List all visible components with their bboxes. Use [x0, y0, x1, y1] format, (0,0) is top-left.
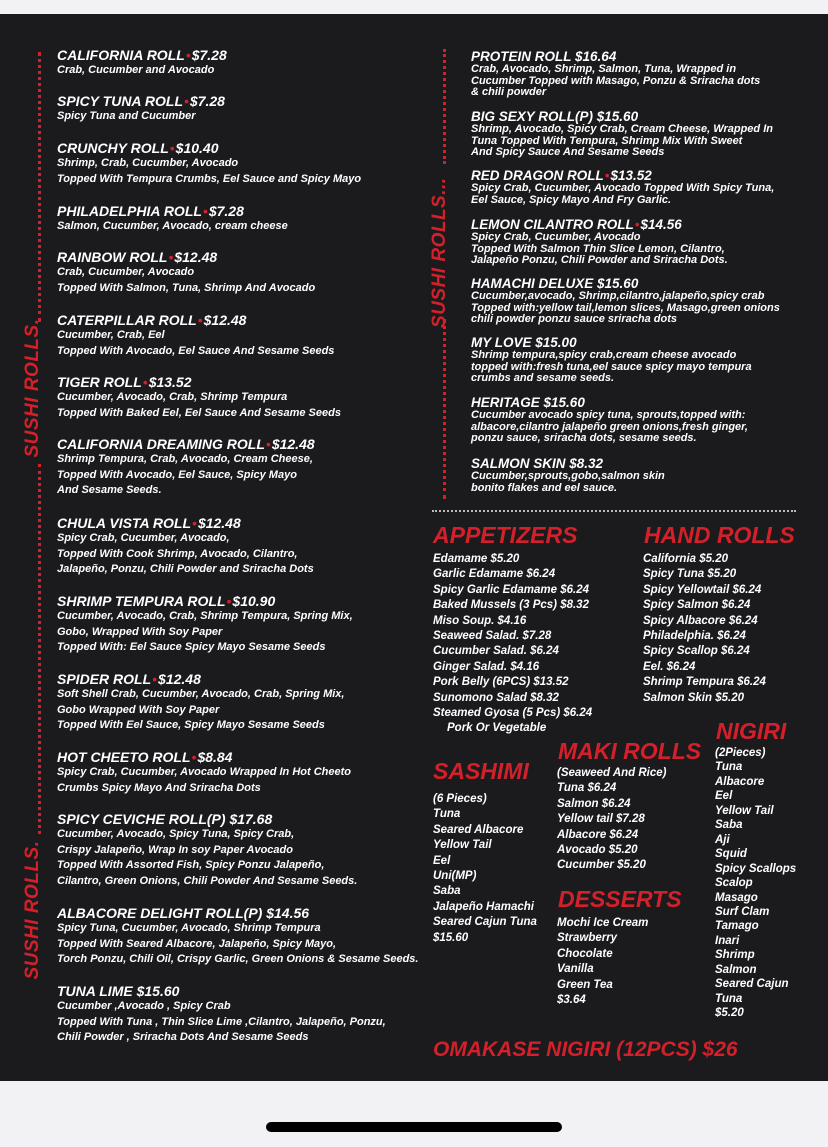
- description-line: Spicy Crab, Cucumber, Avocado Wrapped In Hot Cheeto: [57, 766, 351, 778]
- description-line: Topped With Salmon, Tuna, Shrimp And Avocado: [57, 281, 316, 294]
- item-description: [471, 291, 780, 326]
- item-price: $7.28: [208, 203, 244, 219]
- separator-dot: •: [184, 93, 189, 109]
- nigiri-title: NIGIRI: [716, 718, 787, 744]
- item-price: $13.52: [610, 168, 652, 183]
- description-line: Cucumber, Avocado, Crab, Shrimp Tempura, Spring Mix,: [57, 610, 353, 622]
- description-line: Eel Sauce, Spicy Mayo And Fry Garlic.: [471, 193, 672, 206]
- description-line: Cucumber,sprouts,gobo,salmon skin: [471, 470, 665, 482]
- item-description: [57, 219, 288, 235]
- item-name: HAMACHI DELUXE: [471, 276, 594, 291]
- description-line: Crispy Jalapeño, Wrap In soy Paper Avocado: [57, 843, 293, 856]
- description-line: Cucumber ,Avocado , Spicy Crab: [57, 1000, 231, 1012]
- nigiri-item: Spicy Scallops: [715, 862, 797, 875]
- item-title: [57, 811, 357, 827]
- maki-rolls-item: Yellow tail $7.28: [557, 813, 645, 826]
- item-description: [57, 328, 334, 359]
- menu-item: [471, 276, 780, 326]
- description-line: & chili powder: [471, 86, 547, 98]
- sashimi-item: Tuna: [433, 808, 461, 821]
- item-name: PHILADELPHIA ROLL: [57, 203, 202, 219]
- item-title: [471, 456, 665, 471]
- appetizers-item: Edamame $5.20: [433, 553, 520, 565]
- appetizers-item: Garlic Edamame $6.24: [433, 568, 556, 581]
- hand-rolls-item: Philadelphia. $6.24: [643, 630, 746, 643]
- description-line: Jalapeño Ponzu, Chili Powder and Sriracha Dots.: [471, 254, 728, 266]
- hand-rolls-item: Shrimp Tempura $6.24: [643, 676, 766, 689]
- appetizers-item: Baked Mussels (3 Pcs) $8.32: [433, 599, 589, 612]
- item-name: CRUNCHY ROLL: [57, 140, 169, 156]
- separator-dot: •: [168, 249, 174, 265]
- item-description: [57, 687, 344, 734]
- item-name: LEMON CILANTRO ROLL: [471, 217, 634, 232]
- item-price: $10.90: [232, 593, 276, 609]
- sashimi-item: $15.60: [433, 931, 469, 944]
- separator-dot: •: [152, 671, 158, 687]
- description-line: bonito flakes and eel sauce.: [471, 481, 618, 494]
- menu-item: [57, 983, 386, 1046]
- menu-item: [57, 374, 341, 421]
- description-line: Cucumber, Avocado, Crab, Shrimp Tempura: [57, 391, 288, 403]
- description-line: Jalapeño, Ponzu, Chili Powder and Sriracha Dots: [57, 563, 314, 575]
- nigiri-item: Squid: [715, 848, 747, 861]
- nigiri-item: Surf Clam: [715, 905, 770, 918]
- appetizers-item: Ginger Salad. $4.16: [433, 660, 540, 673]
- hand-rolls-item: Spicy Yellowtail $6.24: [643, 583, 762, 596]
- description-line: Gobo, Wrapped With Soy Paper: [57, 625, 223, 638]
- description-line: Cucumber avocado spicy tuna, sprouts,topped with:: [471, 409, 746, 421]
- description-line: Topped With Baked Eel, Eel Sauce And Sesame Seeds: [57, 406, 341, 419]
- description-line: crumbs and sesame seeds.: [471, 372, 615, 384]
- description-line: Shrimp, Crab, Cucumber, Avocado: [57, 157, 239, 169]
- description-line: Spicy Crab, Cucumber, Avocado Topped With Spicy Tuna,: [471, 182, 775, 194]
- side-label-sushi-rolls-lower: SUSHI ROLLS.: [22, 840, 43, 980]
- maki-rolls-item: Salmon $6.24: [557, 797, 631, 810]
- description-line: Topped With Salmon Thin Slice Lemon, Cilantro,: [471, 242, 725, 255]
- item-price: $12.48: [271, 436, 315, 452]
- description-line: Crumbs Spicy Mayo And Sriracha Dots: [57, 781, 261, 794]
- nigiri-item: Shrimp: [715, 949, 755, 962]
- item-title: [57, 905, 418, 921]
- item-name: HERITAGE: [471, 395, 540, 410]
- desserts-item: Strawberry: [557, 932, 618, 945]
- description-line: Cucumber, Crab, Eel: [57, 329, 165, 341]
- item-price: $15.60: [597, 276, 639, 291]
- item-price: $12.48: [158, 671, 201, 687]
- item-price: $15.60: [596, 109, 639, 124]
- item-description: [471, 350, 752, 385]
- description-line: Topped With Avocado, Eel Sauce, Spicy Mayo: [57, 468, 297, 481]
- hand-rolls-title: HAND ROLLS: [644, 522, 795, 548]
- appetizers-title: APPETIZERS: [433, 522, 578, 548]
- item-description: [471, 471, 665, 494]
- item-title: [57, 593, 353, 609]
- description-line: Gobo Wrapped With Soy Paper: [57, 703, 220, 716]
- item-title: [57, 374, 341, 390]
- menu-item: [471, 335, 752, 385]
- sashimi-item: Seared Cajun Tuna: [433, 916, 537, 929]
- item-price: $14.56: [640, 217, 682, 232]
- description-line: Cilantro, Green Onions, Chili Powder And Sesame Seeds.: [57, 874, 358, 887]
- description-line: Topped With Avocado, Eel Sauce And Sesame Seeds: [57, 344, 335, 357]
- item-name: ALBACORE DELIGHT ROLL(P): [57, 905, 263, 921]
- item-name: SHRIMP TEMPURA ROLL: [57, 593, 226, 609]
- item-price: $14.56: [266, 905, 310, 921]
- item-title: [471, 168, 774, 183]
- separator-dot: •: [197, 312, 203, 328]
- hand-rolls-item: Spicy Albacore $6.24: [643, 614, 758, 627]
- item-name: SPIDER ROLL: [57, 671, 152, 687]
- item-price: $15.60: [543, 395, 585, 410]
- description-line: Topped With Tempura Crumbs, Eel Sauce and Spicy Mayo: [57, 172, 362, 185]
- item-title: [57, 749, 351, 765]
- menu-item: [471, 49, 760, 99]
- item-title: [471, 49, 760, 64]
- description-line: Cucumber Topped with Masago, Ponzu & Sriracha dots: [471, 74, 761, 87]
- item-name: SPICY TUNA ROLL: [57, 93, 184, 109]
- desserts-item: $3.64: [557, 994, 586, 1007]
- item-title: [57, 983, 386, 999]
- nigiri-list: [715, 746, 796, 1021]
- item-name: CALIFORNIA DREAMING ROLL: [57, 436, 265, 452]
- maki-rolls-item: Cucumber $5.20: [557, 859, 646, 872]
- item-description: [471, 64, 760, 99]
- description-line: And Sesame Seeds.: [57, 484, 162, 496]
- item-price: $12.48: [197, 515, 241, 531]
- menu-item: [57, 47, 227, 79]
- item-name: PROTEIN ROLL: [471, 49, 572, 64]
- item-price: $8.32: [569, 456, 604, 471]
- item-description: [57, 452, 315, 499]
- item-name: BIG SEXY ROLL(P): [471, 109, 594, 124]
- separator-dot: •: [185, 47, 191, 63]
- item-price: $12.48: [203, 312, 247, 328]
- description-line: Salmon, Cucumber, Avocado, cream cheese: [57, 220, 288, 232]
- separator-dot: •: [169, 140, 175, 156]
- item-description: [57, 609, 353, 656]
- menu-item: [471, 217, 728, 267]
- menu-item: [471, 168, 774, 206]
- sashimi-item: Eel: [433, 854, 451, 867]
- separator-dot: •: [226, 593, 232, 609]
- description-line: Topped with:yellow tail,lemon slices, Masago,green onions: [471, 301, 780, 314]
- item-name: TUNA LIME: [57, 983, 133, 999]
- menu-item: [57, 811, 357, 889]
- description-line: Cucumber, Avocado, Spicy Tuna, Spicy Crab,: [57, 828, 295, 840]
- left-dotted-rule-middle: [38, 464, 41, 834]
- separator-dot: •: [191, 749, 197, 765]
- separator-dot: •: [202, 203, 208, 219]
- menu-item: [471, 109, 773, 159]
- item-name: SPICY CEVICHE ROLL(P): [57, 811, 226, 827]
- item-description: [57, 63, 227, 79]
- item-description: [57, 765, 351, 796]
- description-line: Tuna Topped With Tempura, Shrimp Mix With Sweet: [471, 134, 743, 147]
- right-dotted-rule-lower: [443, 319, 446, 499]
- description-line: Crab, Cucumber and Avocado: [57, 64, 215, 76]
- item-description: [57, 827, 357, 889]
- menu-page: [0, 14, 828, 1081]
- menu-item: [57, 515, 314, 578]
- description-line: Crab, Avocado, Shrimp, Salmon, Tuna, Wrapped in: [471, 63, 737, 75]
- hand-rolls-list: [643, 552, 766, 706]
- item-price: $15.60: [136, 983, 180, 999]
- item-price: $8.84: [197, 749, 233, 765]
- description-line: Topped With Assorted Fish, Spicy Ponzu Jalapeño,: [57, 859, 325, 871]
- appetizers-list: [433, 552, 592, 737]
- description-line: Topped With: Eel Sauce Spicy Mayo Sesame Seeds: [57, 641, 326, 653]
- description-line: Topped With Seared Albacore, Jalapeño, Spicy Mayo,: [57, 937, 337, 950]
- hand-rolls-item: Spicy Salmon $6.24: [643, 599, 751, 612]
- description-line: Shrimp, Avocado, Spicy Crab, Cream Cheese, Wrapped In: [471, 123, 773, 135]
- menu-item: [471, 395, 748, 445]
- item-description: [471, 183, 774, 206]
- item-name: TIGER ROLL: [57, 374, 142, 390]
- side-label-sushi-rolls-upper: SUSHI ROLLS.: [22, 318, 43, 458]
- item-title: [57, 47, 227, 63]
- description-line: Shrimp Tempura, Crab, Avocado, Cream Cheese,: [57, 453, 313, 465]
- maki-rolls-item: Avocado $5.20: [557, 844, 638, 857]
- right-dotted-rule-upper: [443, 49, 446, 164]
- nigiri-item: Aji: [715, 833, 730, 846]
- item-name: CHULA VISTA ROLL: [57, 515, 192, 531]
- item-title: [471, 217, 728, 232]
- description-line: Cucumber,avocado, Shrimp,cilantro,jalapeño,spicy crab: [471, 290, 765, 302]
- menu-item: [57, 93, 225, 125]
- item-title: [57, 140, 361, 156]
- desserts-title: DESSERTS: [558, 886, 682, 912]
- maki-rolls-title: MAKI ROLLS: [558, 738, 702, 764]
- menu-item: [471, 456, 665, 494]
- item-price: $7.28: [189, 93, 225, 109]
- top-strip: [0, 0, 828, 14]
- item-title: [57, 671, 344, 687]
- appetizers-item: Miso Soup. $4.16: [433, 614, 527, 627]
- appetizers-item: Seaweed Salad. $7.28: [433, 630, 552, 643]
- description-line: Crab, Cucumber, Avocado: [57, 266, 195, 278]
- appetizers-item: Pork Belly (6PCS) $13.52: [433, 676, 569, 689]
- item-price: $15.00: [535, 335, 577, 350]
- hand-rolls-item: California $5.20: [643, 553, 729, 565]
- nigiri-item: Tamago: [715, 920, 759, 933]
- appetizers-item: Pork Or Vegetable: [447, 722, 547, 735]
- desserts-item: Green Tea: [557, 978, 613, 991]
- nigiri-item: (2Pieces): [715, 747, 766, 759]
- item-description: [471, 232, 728, 267]
- description-line: Shrimp tempura,spicy crab,cream cheese avocado: [471, 349, 737, 361]
- item-description: [57, 390, 341, 421]
- description-line: Spicy Tuna, Cucumber, Avocado, Shrimp Tempura: [57, 922, 321, 934]
- nigiri-item: Albacore: [715, 775, 765, 788]
- description-line: ponzu sauce, sriracha dots, sesame seeds.: [471, 432, 697, 444]
- item-price: $16.64: [575, 49, 617, 64]
- desserts-list: [557, 916, 648, 1008]
- item-price: $12.48: [174, 249, 218, 265]
- item-price: $17.68: [229, 811, 273, 827]
- item-title: [57, 203, 288, 219]
- side-label-sushi-rolls-right: SUSHI ROLLS...: [429, 177, 450, 328]
- item-title: [57, 515, 314, 531]
- appetizers-item: Steamed Gyosa (5 Pcs) $6.24: [433, 707, 593, 720]
- menu-item: [57, 203, 288, 235]
- maki-rolls-list: [557, 766, 667, 874]
- item-description: [471, 124, 773, 159]
- item-title: [57, 312, 334, 328]
- item-title: [471, 276, 780, 291]
- sashimi-list: [433, 792, 537, 946]
- nigiri-item: Scalop: [715, 877, 753, 890]
- item-name: RED DRAGON ROLL: [471, 168, 604, 183]
- description-line: chili powder ponzu sauce sriracha dots: [471, 313, 677, 325]
- bottom-bar: [0, 1081, 828, 1147]
- menu-item: [57, 749, 351, 796]
- nigiri-item: Tuna: [715, 761, 743, 774]
- sashimi-item: Yellow Tail: [433, 839, 492, 852]
- hand-rolls-item: Salmon Skin $5.20: [643, 691, 744, 704]
- item-name: HOT CHEETO ROLL: [57, 749, 191, 765]
- nigiri-item: $5.20: [715, 1007, 744, 1020]
- item-description: [57, 999, 386, 1046]
- item-description: [57, 531, 314, 578]
- sashimi-title: SASHIMI: [433, 758, 529, 784]
- sashimi-item: Seared Albacore: [433, 823, 524, 836]
- description-line: Torch Ponzu, Chili Oil, Crispy Garlic, Green Onions & Sesame Seeds.: [57, 953, 419, 965]
- nigiri-item: Masago: [715, 891, 758, 904]
- desserts-item: Mochi Ice Cream: [557, 917, 649, 929]
- item-title: [57, 249, 315, 265]
- item-title: [57, 93, 225, 109]
- nigiri-item: Tuna: [715, 992, 743, 1005]
- separator-dot: •: [604, 168, 610, 183]
- maki-rolls-item: Albacore $6.24: [557, 828, 639, 841]
- item-price: $10.40: [175, 140, 219, 156]
- description-line: Chili Powder , Sriracha Dots And Sesame Seeds: [57, 1031, 309, 1043]
- description-line: Soft Shell Crab, Cucumber, Avocado, Crab, Spring Mix,: [57, 688, 345, 700]
- hand-rolls-item: Spicy Tuna $5.20: [643, 568, 737, 581]
- item-name: SALMON SKIN: [471, 456, 566, 471]
- description-line: Spicy Tuna and Cucumber: [57, 110, 196, 122]
- item-description: [471, 410, 748, 445]
- sashimi-item: Uni(MP): [433, 870, 477, 883]
- item-name: CATERPILLAR ROLL: [57, 312, 197, 328]
- nigiri-item: Inari: [715, 934, 740, 947]
- nigiri-item: Salmon: [715, 963, 757, 976]
- description-line: Spicy Crab, Cucumber, Avocado: [471, 231, 641, 243]
- item-price: $7.28: [191, 47, 227, 63]
- maki-rolls-item: Tuna $6.24: [557, 782, 617, 795]
- item-title: [57, 436, 315, 452]
- nigiri-item: Seared Cajun: [715, 978, 789, 991]
- omakase-nigiri-price: OMAKASE NIGIRI (12PCS) $26: [433, 1038, 738, 1061]
- item-description: [57, 156, 361, 187]
- separator-dot: •: [634, 217, 640, 232]
- item-name: RAINBOW ROLL: [57, 249, 168, 265]
- item-title: [471, 109, 773, 124]
- description-line: And Spicy Sauce And Sesame Seeds: [471, 146, 665, 158]
- menu-item: [57, 249, 315, 296]
- menu-item: [57, 671, 344, 734]
- hand-rolls-item: Eel. $6.24: [643, 660, 696, 673]
- item-price: $13.52: [148, 374, 192, 390]
- description-line: Topped With Tuna , Thin Slice Lime ,Cilantro, Jalapeño, Ponzu,: [57, 1015, 386, 1028]
- sashimi-item: Saba: [433, 885, 461, 898]
- nigiri-item: Eel: [715, 790, 733, 803]
- description-line: Topped With Cook Shrimp, Avocado, Cilantro,: [57, 547, 298, 560]
- sashimi-item: Jalapeño Hamachi: [433, 900, 534, 913]
- description-line: Spicy Crab, Cucumber, Avocado,: [57, 532, 230, 544]
- home-indicator[interactable]: [266, 1122, 562, 1132]
- hand-rolls-item: Spicy Scallop $6.24: [643, 645, 750, 658]
- item-name: MY LOVE: [471, 335, 532, 350]
- separator-dot: •: [192, 515, 197, 531]
- description-line: albacore,cilantro jalapeño green onions,fresh ginger,: [471, 420, 748, 433]
- desserts-item: Chocolate: [557, 947, 613, 960]
- item-description: [57, 109, 225, 125]
- menu-item: [57, 312, 334, 359]
- item-description: [57, 921, 418, 968]
- item-title: [471, 335, 752, 350]
- separator-dot: •: [142, 374, 148, 390]
- maki-rolls-item: (Seaweed And Rice): [557, 767, 667, 779]
- section-divider: [432, 510, 796, 512]
- item-name: CALIFORNIA ROLL: [57, 47, 185, 63]
- menu-item: [57, 140, 361, 187]
- menu-item: [57, 905, 418, 968]
- menu-item: [57, 436, 315, 499]
- appetizers-item: Spicy Garlic Edamame $6.24: [433, 583, 589, 596]
- desserts-item: Vanilla: [557, 963, 594, 976]
- nigiri-item: Yellow Tail: [715, 804, 774, 817]
- item-description: [57, 265, 315, 296]
- sashimi-item: (6 Pieces): [433, 793, 487, 805]
- separator-dot: •: [265, 436, 271, 452]
- appetizers-item: Sunomono Salad $8.32: [433, 691, 559, 704]
- appetizers-item: Cucumber Salad. $6.24: [433, 645, 559, 658]
- left-dotted-rule-upper: [38, 52, 41, 322]
- item-title: [471, 395, 748, 410]
- nigiri-item: Saba: [715, 819, 743, 832]
- description-line: topped with:fresh tuna,eel sauce spicy mayo tempura: [471, 360, 752, 373]
- menu-item: [57, 593, 353, 656]
- description-line: Topped With Eel Sauce, Spicy Mayo Sesame Seeds: [57, 719, 325, 731]
